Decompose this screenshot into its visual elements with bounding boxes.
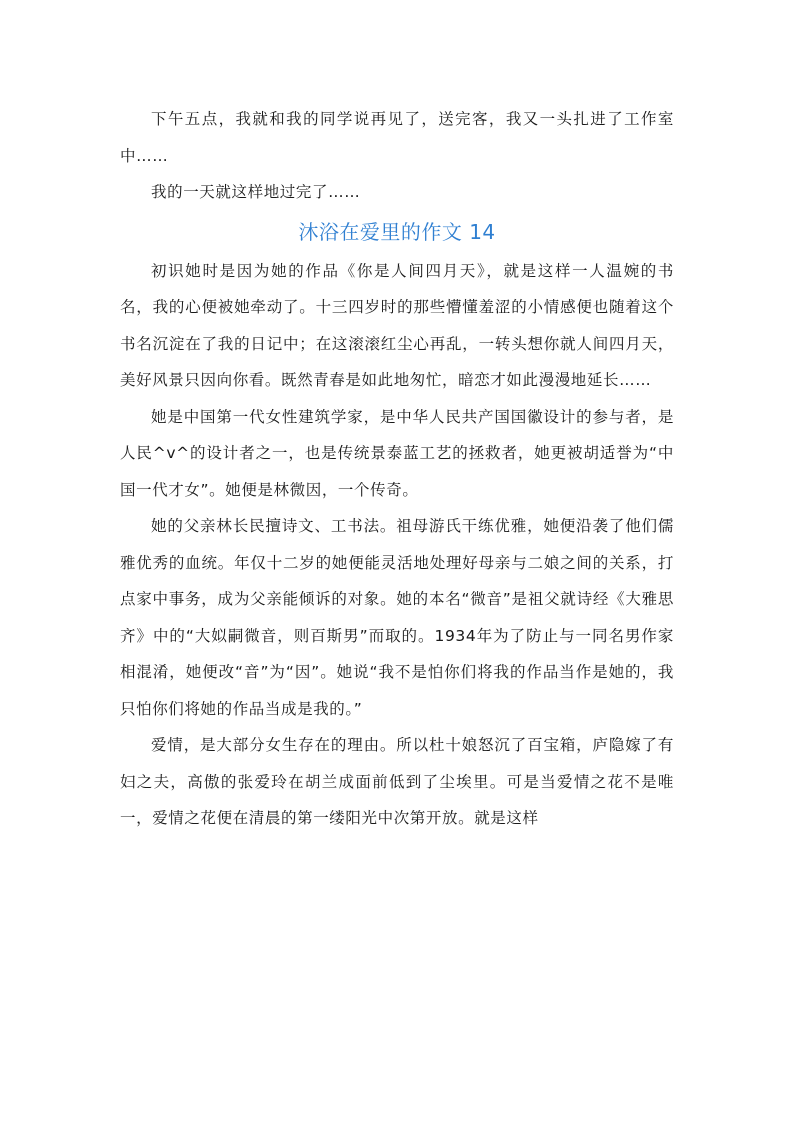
paragraph-body-3: 她的父亲林长民擅诗文、工书法。祖母游氏干练优雅，她便沿袭了他们儒雅优秀的血统。年仅十二岁的她便能灵活地处理好母亲与二娘之间的关系，打点家中事务，成为父亲能倾诉的对象。她的本名“微音”是祖父就诗经《大雅思齐》中的“大姒嗣微音，则百斯男”而取的。1934年为了防止与一同名男作家相混淆，她便改“音”为“因”。她说“我不是怕你们将我的作品当作是她的，我只怕你们将她的作品当成是我的。”: [120, 517, 674, 718]
document-page: [120, 101, 674, 837]
paragraph-intro-1: 下午五点，我就和我的同学说再见了，送完客，我又一头扎进了工作室中……: [120, 110, 674, 165]
paragraph-body-2: 她是中国第一代女性建筑学家，是中华人民共产国国徽设计的参与者，是人民^v^的设计者之一，也是传统景泰蓝工艺的拯救者，她更被胡适誉为“中国一代才女”。她便是林微因，一个传奇。: [120, 407, 674, 499]
paragraph-body-4: 爱情，是大部分女生存在的理由。所以杜十娘怒沉了百宝箱，庐隐嫁了有妇之夫，高傲的张爱玲在胡兰成面前低到了尘埃里。可是当爱情之花不是唯一，爱情之花便在清晨的第一缕阳光中次第开放。就是这样: [120, 736, 674, 827]
paragraph-intro-2: 我的一天就这样地过完了……: [151, 183, 361, 201]
section-title: 沐浴在爱里的作文 14: [298, 219, 496, 244]
paragraph-body-1: 初识她时是因为她的作品《你是人间四月天》，就是这样一人温婉的书名，我的心便被她牵动了。十三四岁时的那些懵懂羞涩的小情感便也随着这个书名沉淀在了我的日记中；在这滚滚红尘心再乱，一转头想你就人间四月天，美好风景只因向你看。既然青春是如此地匆忙，暗恋才如此漫漫地延长……: [120, 261, 674, 389]
